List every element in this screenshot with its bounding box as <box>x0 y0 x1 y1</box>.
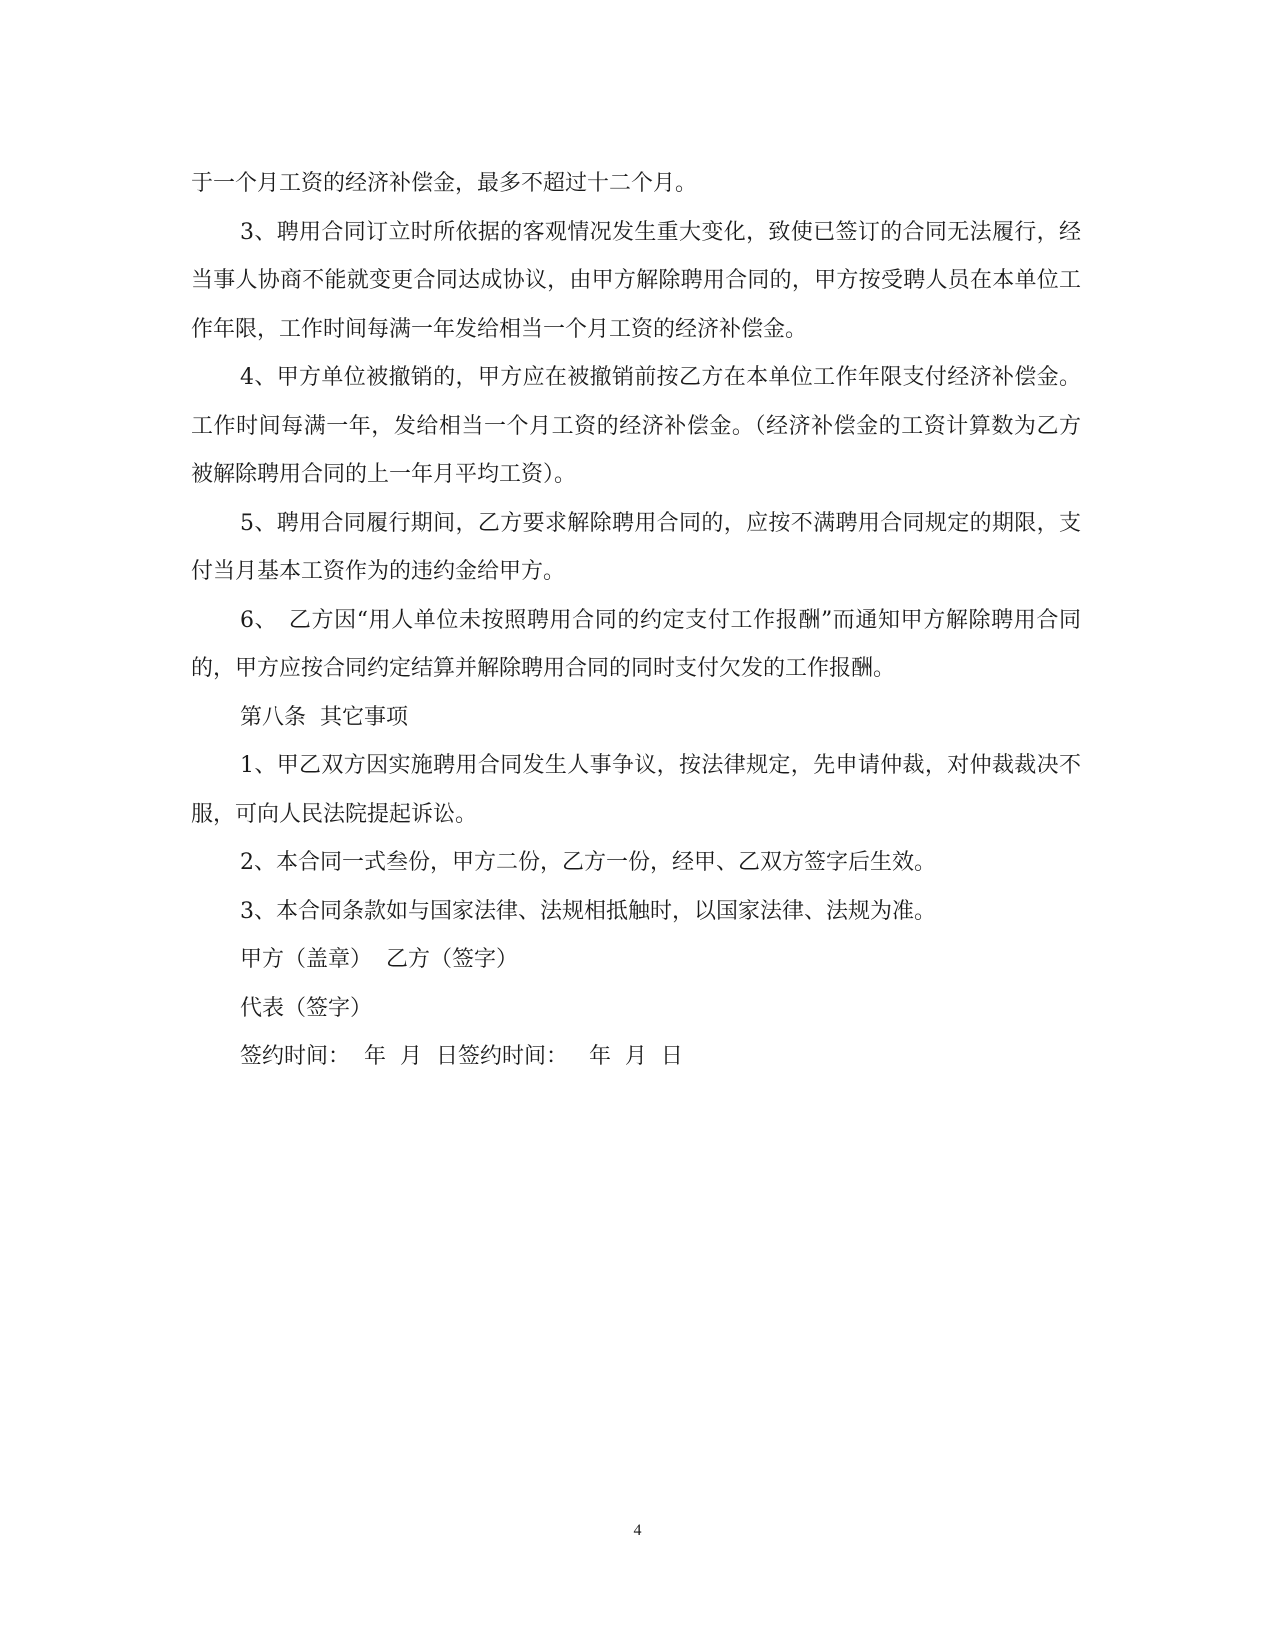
paragraph-clause-4: 4、甲方单位被撤销的，甲方应在被撤销前按乙方在本单位工作年限支付经济补偿金。工作时间每满一年，发给相当一个月工资的经济补偿金。（经济补偿金的工资计算数为乙方被解除聘用合同的上一年月平均工资）。 <box>191 365 1081 487</box>
paragraph-continuation: 于一个月工资的经济补偿金，最多不超过十二个月。 <box>191 171 698 196</box>
paragraph-clause-3: 3、聘用合同订立时所依据的客观情况发生重大变化，致使已签订的合同无法履行，经当事人协商不能就变更合同达成协议，由甲方解除聘用合同的，甲方按受聘人员在本单位工作年限，工作时间每满一年发给相当一个月工资的经济补偿金。 <box>191 219 1081 342</box>
paragraph-article-8-item-3: 3、本合同条款如与国家法律、法规相抵触时，以国家法律、法规为准。 <box>240 898 936 924</box>
signing-date-line: 签约时间： 年 月 日签约时间： 年 月 日 <box>240 1044 683 1069</box>
document-body <box>191 160 1081 1082</box>
signature-parties-line: 甲方（盖章） 乙方（签字） <box>240 947 518 972</box>
representative-signature-line: 代表（签字） <box>240 995 373 1021</box>
section-heading-article-8: 第八条 其它事项 <box>240 704 408 730</box>
paragraph-clause-6: 6、 乙方因“用人单位未按照聘用合同的约定支付工作报酬”而通知甲方解除聘用合同的，甲方应按合同约定结算并解除聘用合同的同时支付欠发的工作报酬。 <box>191 607 1081 681</box>
paragraph-clause-5: 5、聘用合同履行期间，乙方要求解除聘用合同的，应按不满聘用合同规定的期限，支付当月基本工资作为的违约金给甲方。 <box>191 510 1081 584</box>
page-number: 4 <box>633 1522 642 1539</box>
paragraph-article-8-item-1: 1、甲乙双方因实施聘用合同发生人事争议，按法律规定，先申请仲裁，对仲裁裁决不服，可向人民法院提起诉讼。 <box>191 753 1081 827</box>
paragraph-article-8-item-2: 2、本合同一式叁份，甲方二份，乙方一份，经甲、乙双方签字后生效。 <box>240 850 936 875</box>
